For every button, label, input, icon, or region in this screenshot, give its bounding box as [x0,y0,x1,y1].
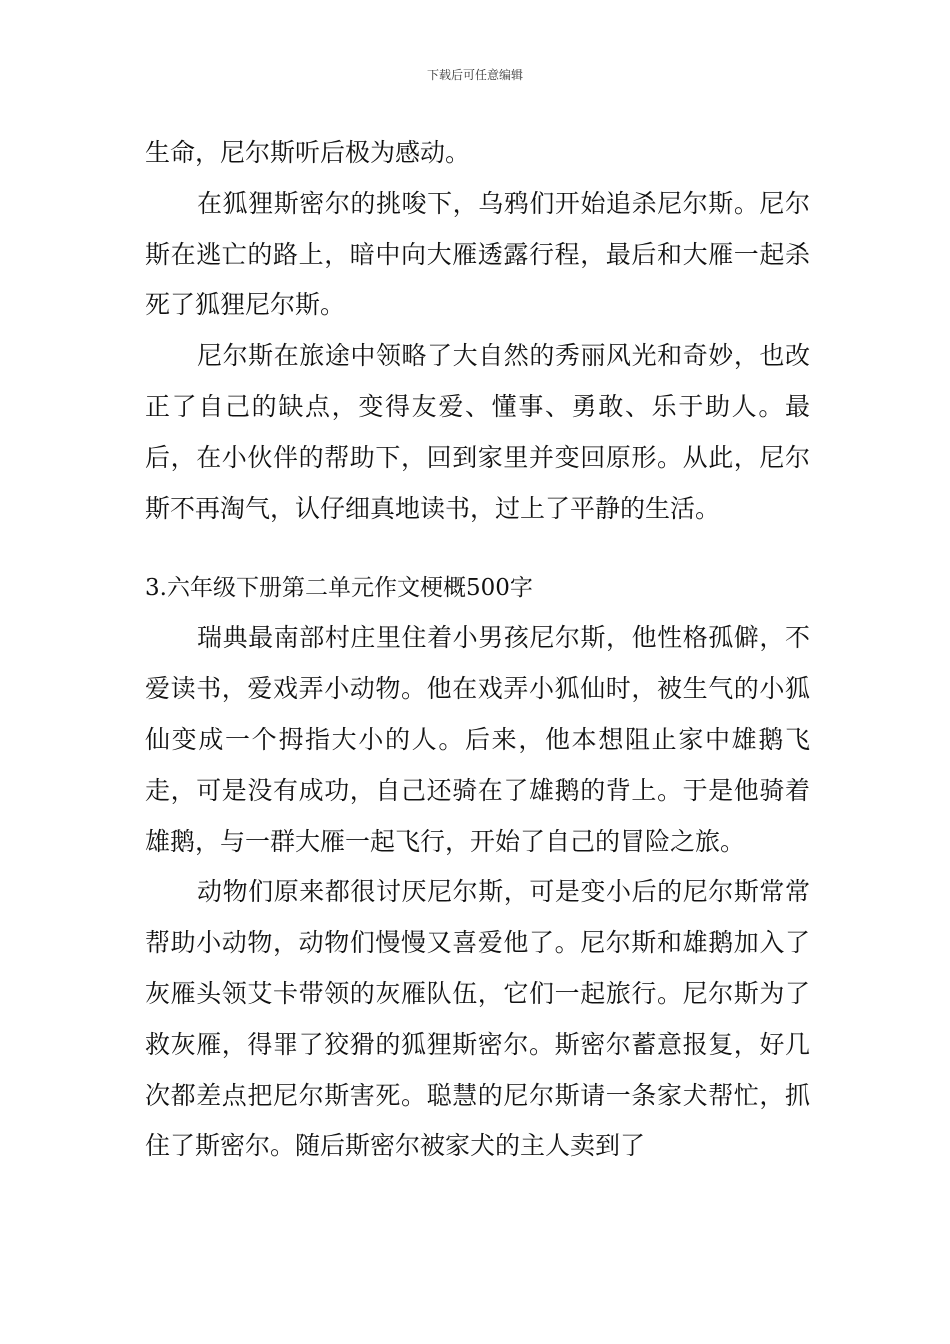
paragraph: 动物们原来都很讨厌尼尔斯，可是变小后的尼尔斯常常帮助小动物，动物们慢慢又喜爱他了。尼尔斯和雄鹅加入了灰雁头领艾卡带领的灰雁队伍，它们一起旅行。尼尔斯为了救灰雁，得罪了狡猾的狐狸斯密尔。斯密尔蓄意报复，好几次都差点把尼尔斯害死。聪慧的尼尔斯请一条家犬帮忙，抓住了斯密尔。随后斯密尔被家犬的主人卖到了 [145,877,810,1161]
paragraph: 在狐狸斯密尔的挑唆下，乌鸦们开始追杀尼尔斯。尼尔斯在逃亡的路上，暗中向大雁透露行程，最后和大雁一起杀死了狐狸尼尔斯。 [145,188,810,320]
paragraph-continuation: 生命，尼尔斯听后极为感动。 [145,138,471,167]
paragraph: 瑞典最南部村庄里住着小男孩尼尔斯，他性格孤僻，不爱读书，爱戏弄小动物。他在戏弄小狐仙时，被生气的小狐仙变成一个拇指大小的人。后来，他本想阻止家中雄鹅飞走，可是没有成功，自己还骑在了雄鹅的背上。于是他骑着雄鹅，与一群大雁一起飞行，开始了自己的冒险之旅。 [145,623,810,856]
section-heading: 3.六年级下册第二单元作文梗概500字 [145,575,533,602]
document-body [145,128,810,1172]
paragraph: 尼尔斯在旅途中领略了大自然的秀丽风光和奇妙，也改正了自己的缺点，变得友爱、懂事、勇敢、乐于助人。最后，在小伙伴的帮助下，回到家里并变回原形。从此，尼尔斯不再淘气，认仔细真地读书，过上了平静的生活。 [145,341,810,523]
page-header-note: 下载后可任意编辑 [426,68,523,82]
